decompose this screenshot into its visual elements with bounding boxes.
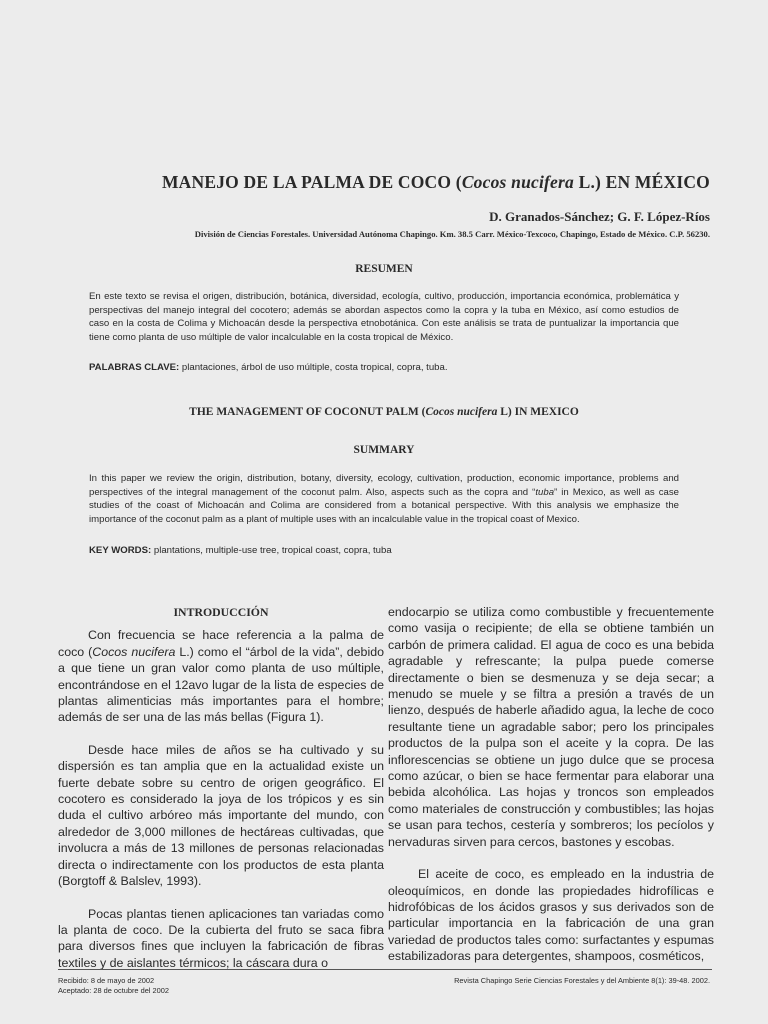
received-date: Recibido: 8 de mayo de 2002 xyxy=(58,976,155,985)
affiliation: División de Ciencias Forestales. Universidad Autónoma Chapingo. Km. 38.5 Carr. México-Texcoco, Chapingo, Estado de México. C.P. 56230. xyxy=(194,229,710,239)
footer-dates xyxy=(58,976,169,996)
resumen-heading: RESUMEN xyxy=(355,263,413,275)
intro-paragraph-2: Desde hace miles de años se ha cultivado y su dispersión es tan amplia que en la actualidad existe un fuerte debate sobre su centro de origen geográfico. El cocotero es considerado la joya de los trópicos y es sin duda el cultivo arbóreo más importante del mundo, con alrededor de 3,000 millones de hectáreas cultivadas, que involucra a más de 13 millones de personas relacionadas directa o indirectamente con los productos de esta planta (Borgtoff & Balslev, 1993). xyxy=(58,742,384,889)
accepted-date: Aceptado: 28 de octubre del 2002 xyxy=(58,986,169,995)
key-words-label: KEY WORDS: xyxy=(89,545,152,556)
english-title-text: THE MANAGEMENT OF COCONUT PALM ( xyxy=(189,406,426,418)
english-title xyxy=(0,406,768,418)
summary-text-b: ” in Mexico, as well as case studies of the coast of Michoacán and Colima are considered from a botanical perspective. With this analysis we emphasize the importance of the coconut palm as a plant of multiple uses with an incalculable value in the tropical coast of Mexico. xyxy=(89,486,680,525)
english-title-species: Cocos nucifera xyxy=(425,406,498,418)
title-text-end: L.) EN MÉXICO xyxy=(574,172,710,192)
summary-heading: SUMMARY xyxy=(353,444,415,456)
right-column xyxy=(388,604,714,981)
english-title-text-end: L) IN MEXICO xyxy=(497,406,579,418)
authors: D. Granados-Sánchez; G. F. López-Ríos xyxy=(489,209,710,224)
footer-rule xyxy=(58,969,712,970)
intro-paragraph-1 xyxy=(58,627,384,725)
palabras-clave-label: PALABRAS CLAVE: xyxy=(89,362,180,373)
right-paragraph-1: endocarpio se utiliza como combustible y frecuentemente como vasija o recipiente; de ella se obtiene también un carbón de primera calidad. El agua de coco es una bebida agradable y refrescante; la pulpa puede comerse directamente o bien se desmenuza y se deja secar; a menudo se muele y se filtra a presión a través de un lienzo, después de haberle añadido agua, la leche de coco resultante tiene un agradable sabor; pero los principales productos de la pulpa son el aceite y la copra. De las inflorescencias se obtiene un jugo dulce que se procesa como azúcar, o bien se hace fermentar para elaborar una bebida alcohólica. Las hojas y troncos son empleados como materiales de construcción y combustibles; las hojas se usan para techos, cestería y sombreros; los pecíolos y nervaduras sirven para cercos, bastones y escobas. xyxy=(388,605,714,849)
summary-text-a: In this paper we review the origin, distribution, botany, diversity, ecology, cultivation, production, economic importance, problems and perspectives of the integral management of the coconut palm. Also, aspects such as the copra and “ xyxy=(89,473,679,498)
summary-tuba: tuba xyxy=(535,486,555,498)
intro-p1-species: Cocos nucifera xyxy=(92,644,176,659)
intro-p1-a: Con frecuencia se hace referencia a la palma de coco ( xyxy=(58,628,384,659)
palabras-clave-list: plantaciones, árbol de uso múltiple, costa tropical, copra, tuba. xyxy=(179,362,448,373)
title-text: MANEJO DE LA PALMA DE COCO ( xyxy=(161,172,462,192)
intro-p1-b: L.) como el “árbol de la vida”, debido a que tiene un gran valor como planta de uso múltiple, encontrándose en el 12avo lugar de la lista de especies de plantas alimenticias más importantes para el hombre; además de ser una de las más bellas (Figura 1). xyxy=(58,644,384,725)
paper-title xyxy=(0,172,710,193)
intro-paragraph-3: Pocas plantas tienen aplicaciones tan variadas como la planta de coco. De la cubierta del fruto se saca fibra para diversos fines que incluyen la fabricación de fibras textiles y de aislantes térmicos; la cáscara dura o xyxy=(58,906,384,970)
right-paragraph-2: El aceite de coco, es empleado en la industria de oleoquímicos, en donde las propiedades hidrofílicas e hidrofóbicas de los ácidos grasos y sus derivados son de particular importancia en la fabricación de una gran variedad de productos tales como: surfactantes y espumas estabilizadoras para detergentes, shampoos, cosméticos, xyxy=(388,867,714,964)
title-species: Cocos nucifera xyxy=(461,172,574,192)
palabras-clave xyxy=(89,362,689,373)
key-words xyxy=(89,545,689,556)
key-words-list: plantations, multiple-use tree, tropical coast, copra, tuba xyxy=(151,545,392,556)
introduccion-heading: INTRODUCCIÓN xyxy=(173,605,269,619)
journal-citation: Revista Chapingo Serie Ciencias Forestales y del Ambiente 8(1): 39-48. 2002. xyxy=(454,976,710,985)
resumen-text: En este texto se revisa el origen, distribución, botánica, diversidad, ecología, cultivo, producción, importancia económica, problemática y perspectivas del manejo integral del cocotero; además se abordan aspectos como la copra y la tuba en México, así como estudios de caso en la costa de Colima y Michoacán desde la perspectiva etnobotánica. Con este análisis se trata de puntualizar la importancia que tiene como planta de uso múltiple de valor incalculable en la costa tropical de México. xyxy=(89,291,679,343)
summary-text xyxy=(89,472,679,526)
left-column xyxy=(58,604,384,987)
